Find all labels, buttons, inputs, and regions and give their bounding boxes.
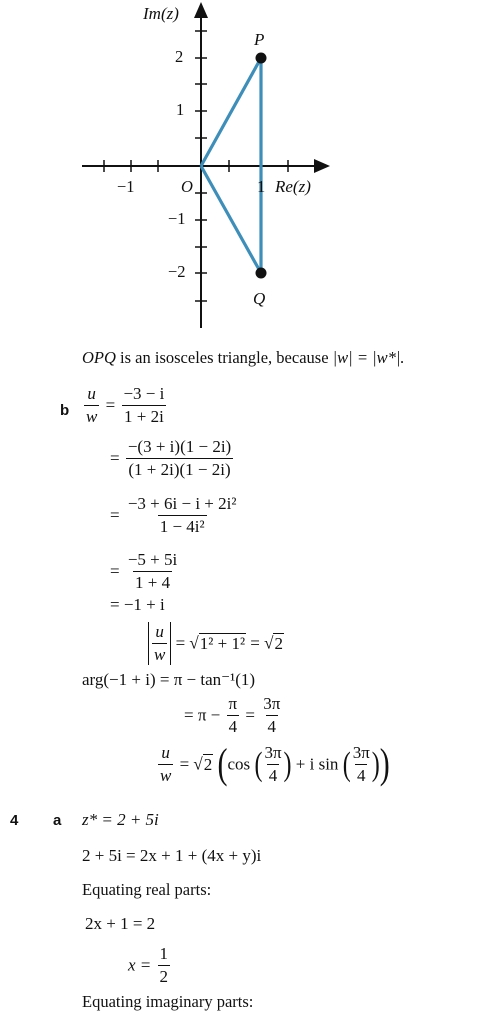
y-tick-label-2: 2 — [175, 47, 184, 66]
sin-arg-num: 3π — [352, 743, 370, 762]
arg2-four: 4 — [228, 717, 238, 736]
part-b-line-1: $\frac{u}{w}$ = $\frac{-3 - i}{1 + 2i}$ — [86, 384, 165, 426]
part-b-line-4: = $\frac{-5 + 5i}{1 + 4}$ — [110, 550, 178, 592]
equating-imaginary-text: Equating imaginary parts: — [82, 992, 254, 1011]
q4-line-1: z* = 2 + 5i — [82, 810, 159, 829]
isosceles-statement — [82, 348, 405, 368]
cos-arg-num: 3π — [264, 743, 282, 762]
l4-denominator: 1 + 4 — [135, 573, 171, 592]
x-solution — [128, 944, 172, 987]
arg2-prefix: = π − — [184, 705, 221, 725]
l3-denominator: 1 − 4i² — [159, 517, 205, 536]
origin-label: O — [181, 177, 193, 196]
isin-text: + i sin — [295, 754, 339, 774]
y-tick-label-neg1: −1 — [168, 209, 186, 228]
y-tick-label-neg2: −2 — [168, 262, 186, 281]
y-axis-label: Im(z) — [143, 4, 179, 23]
x-tick-label-1: 1 — [257, 177, 266, 196]
point-p-marker — [256, 53, 267, 64]
question-number: 4 — [10, 812, 19, 829]
q4-line-3: 2x + 1 = 2 — [85, 914, 156, 933]
arg2-pi: π — [228, 694, 238, 713]
x-lhs: x = — [128, 955, 152, 975]
l2-numerator: −(3 + i)(1 − 2i) — [127, 437, 232, 456]
arg-line-1: arg(−1 + i) = π − tan⁻¹(1) — [82, 670, 256, 689]
l3-numerator: −3 + 6i − i + 2i² — [127, 494, 237, 513]
cos-text: cos — [227, 754, 251, 774]
mod-result: 2 — [274, 633, 283, 653]
l1-numerator: −3 − i — [123, 384, 165, 403]
x-numerator: 1 — [159, 944, 169, 963]
u-numerator: u — [87, 384, 96, 403]
part-b-label: b — [60, 402, 70, 419]
argand-diagram — [0, 0, 481, 335]
part-b-line-3: = $\frac{\text{−3 + 6i − i + 2i²}}{\text{1 − 4i²}}$ — [110, 494, 237, 536]
l4-numerator: −5 + 5i — [127, 550, 178, 569]
point-p-label: P — [254, 30, 265, 49]
l1-denominator: 1 + 2i — [123, 407, 164, 426]
sin-arg-den: 4 — [356, 766, 366, 785]
y-tick-label-1: 1 — [176, 100, 185, 119]
part-a-label: a — [53, 812, 62, 829]
mod-radicand: 1² + 1² — [199, 633, 246, 653]
q4-line-2: 2 + 5i = 2x + 1 + (4x + y)i — [82, 846, 262, 865]
part-b-line-2: = $\frac{-(3 + i)(1 - 2i)}{(1 + 2i)(1 - 2i)}$ — [110, 437, 232, 479]
equating-real-text: Equating real parts: — [82, 880, 212, 899]
polar-modulus: 2 — [203, 754, 213, 774]
x-tick-label-neg1: −1 — [117, 177, 135, 196]
l2-denominator: (1 + 2i)(1 − 2i) — [128, 460, 231, 479]
point-q-marker — [256, 268, 267, 279]
arg2-three-pi: 3π — [263, 694, 281, 713]
point-q-label: Q — [253, 289, 266, 308]
triangle-name: OPQ — [82, 348, 116, 367]
x-denominator: 2 — [159, 967, 169, 986]
arg-line-2: = π − $\frac{\pi}{4}$ = $\frac{3\pi}{4}$ — [184, 694, 281, 736]
statement-math: |w| = |w*|. — [332, 348, 405, 367]
x-axis-arrow — [314, 159, 330, 173]
y-axis-arrow — [194, 2, 208, 18]
w-denominator: w — [86, 407, 98, 426]
part-b-line-5: = −1 + i — [110, 595, 165, 614]
polar-form-line: $\frac{u}{w}$ = √2 (cos ( $\frac{3\pi}{4}$ ) + i sin ( $\frac{3\pi}{4}$ )) — [160, 740, 390, 787]
arg2-four-b: 4 — [267, 717, 276, 736]
x-axis-label: Re(z) — [275, 177, 311, 196]
modulus-line: $\frac{u}{w}$ = √1² + 1² = √2 — [148, 622, 284, 665]
statement-text: is an isosceles triangle, because — [115, 348, 333, 367]
cos-arg-den: 4 — [268, 766, 278, 785]
